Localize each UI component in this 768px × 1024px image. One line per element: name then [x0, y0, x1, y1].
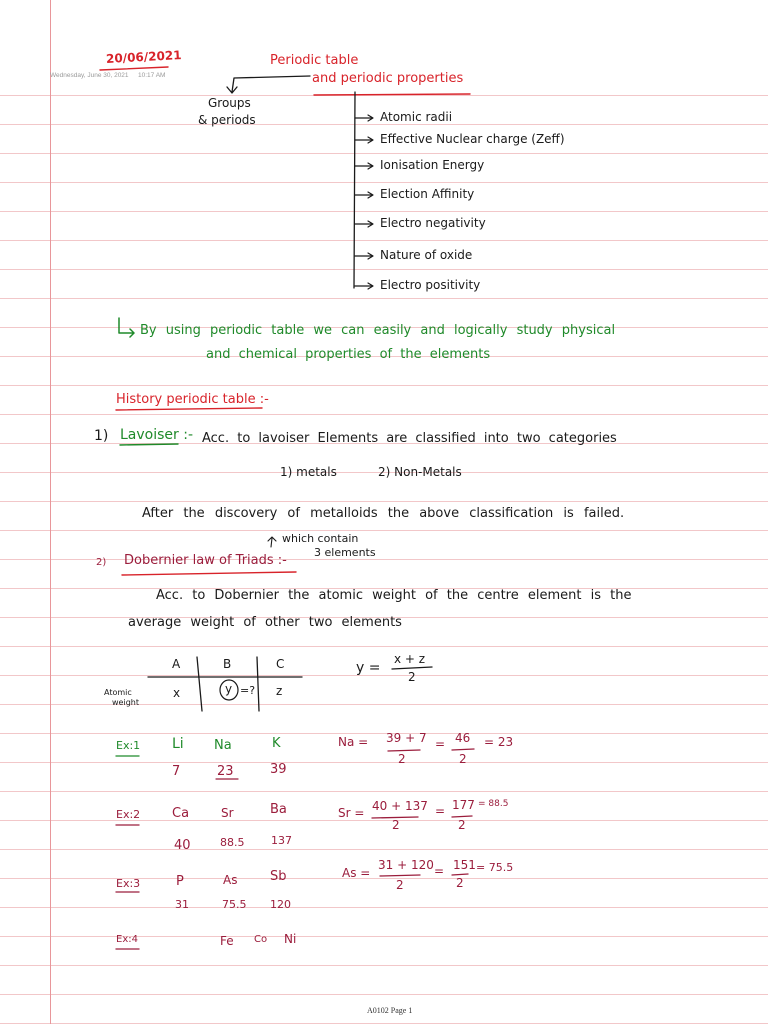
formula-denominator: 2: [408, 670, 416, 684]
atomic-weight: 137: [271, 834, 292, 847]
element-symbol: Sr: [221, 806, 234, 820]
calc-symbol: Sr =: [338, 806, 365, 820]
atomic-weight: 120: [270, 898, 291, 911]
example-label: Ex:2: [116, 808, 141, 821]
calc-equals: =: [435, 737, 446, 751]
element-symbol: Co: [254, 934, 268, 945]
element-symbol: P: [176, 874, 184, 889]
intro-line-2: and chemical properties of the elements: [206, 347, 491, 362]
atomic-weight: 88.5: [220, 836, 245, 849]
ex3-bar-2: [452, 874, 468, 875]
property-item: Ionisation Energy: [380, 158, 485, 172]
calc-denominator: 2: [398, 752, 406, 766]
history-underline: [116, 408, 262, 410]
row-label: Atomic: [104, 688, 132, 697]
calc-equals: =: [435, 804, 446, 818]
element-symbol: Ni: [284, 932, 297, 946]
date: 20/06/2021: [105, 48, 182, 66]
calc-denominator: 2: [459, 752, 467, 766]
contain-note-1: which contain: [282, 532, 359, 545]
calc-numerator: 39 + 7: [386, 731, 427, 745]
triad-table-vline-2: [257, 657, 259, 711]
lavoisier-underline: [120, 444, 178, 445]
table-header: A: [172, 657, 181, 671]
atomic-weight: 23: [217, 764, 234, 779]
example-label: Ex:1: [116, 739, 141, 752]
property-item: Atomic radii: [380, 110, 453, 124]
calc-result: = 75.5: [476, 861, 514, 874]
contain-note-arrow: [268, 537, 276, 547]
atomic-weight: 39: [270, 762, 287, 777]
triad-table-vline-1: [197, 657, 202, 711]
contain-note-2: 3 elements: [314, 546, 376, 559]
table-cell: y: [225, 682, 233, 696]
intro-line-1: By using periodic table we can easily and logically study physical: [140, 323, 616, 338]
element-symbol: Sb: [270, 869, 287, 884]
property-item: Electro positivity: [380, 278, 481, 292]
element-symbol: Na: [214, 738, 232, 753]
calc-equals: =: [434, 864, 445, 878]
groups-arrow: [232, 76, 310, 92]
dobereiner-heading: Dobernier law of Triads :-: [124, 553, 287, 568]
element-symbol: Ca: [172, 806, 190, 821]
lavoisier-heading: Lavoiser :-: [120, 427, 194, 443]
page-footer: A0102 Page 1: [367, 1006, 413, 1015]
row-label: weight: [112, 698, 139, 707]
ex1-bar-1: [388, 750, 420, 751]
calc-denominator: 2: [392, 818, 400, 832]
calc-numerator: 151: [453, 858, 476, 872]
time-line: 10:17 AM: [138, 72, 166, 79]
calc-result: = 23: [484, 735, 514, 749]
intro-hook-arrow: [119, 318, 134, 337]
ex2-bar-2: [452, 816, 472, 817]
calc-denominator: 2: [458, 818, 466, 832]
element-symbol: As: [223, 873, 238, 887]
element-symbol: Fe: [220, 934, 234, 948]
table-header: C: [276, 657, 285, 671]
section-number: 2): [96, 557, 107, 568]
calc-result: = 88.5: [478, 799, 509, 809]
atomic-weight: 7: [172, 764, 181, 779]
table-header: B: [223, 657, 232, 671]
element-symbol: Li: [172, 736, 184, 752]
property-item: Effective Nuclear charge (Zeff): [380, 132, 565, 146]
date-underline: [100, 67, 168, 70]
calc-symbol: As =: [342, 866, 371, 880]
category-nonmetals: 2) Non-Metals: [378, 465, 462, 479]
dobereiner-underline: [122, 572, 296, 575]
calc-numerator: 40 + 137: [372, 799, 428, 813]
category-metals: 1) metals: [280, 465, 337, 479]
history-heading: History periodic table :-: [116, 392, 269, 407]
dobereiner-text-1: Acc. to Dobernier the atomic weight of the centre element is the: [156, 588, 632, 603]
atomic-weight: 75.5: [222, 898, 247, 911]
calc-denominator: 2: [456, 876, 464, 890]
periods-label: & periods: [198, 113, 256, 127]
formula-lhs: y =: [356, 660, 381, 676]
ex3-bar-1: [380, 875, 420, 876]
ex1-bar-2: [452, 749, 474, 750]
title-line-2: and periodic properties: [312, 71, 464, 86]
table-cell: x: [173, 686, 181, 700]
date-line: Wednesday, June 30, 2021: [50, 72, 129, 79]
example-label: Ex:4: [116, 934, 138, 945]
calc-symbol: Na =: [338, 735, 369, 749]
calc-numerator: 177: [452, 798, 475, 812]
lavoisier-conclusion: After the discovery of metalloids the above classification is failed.: [142, 506, 625, 521]
property-item: Electro negativity: [380, 216, 486, 230]
example-label: Ex:3: [116, 877, 141, 890]
dobereiner-text-2: average weight of other two elements: [128, 615, 402, 630]
title-line-1: Periodic table: [270, 53, 359, 68]
properties-bracket: [354, 92, 355, 288]
property-item: Nature of oxide: [380, 248, 473, 262]
atomic-weight: 40: [174, 838, 191, 853]
calc-denominator: 2: [396, 878, 404, 892]
groups-label: Groups: [208, 96, 251, 110]
title-underline: [314, 94, 470, 95]
formula-numerator: x + z: [394, 652, 426, 666]
atomic-weight: 31: [175, 898, 189, 911]
element-symbol: Ba: [270, 802, 287, 817]
calc-numerator: 31 + 120: [378, 858, 434, 872]
formula-bar: [392, 667, 432, 669]
calc-numerator: 46: [455, 731, 471, 745]
table-cell: =?: [240, 684, 256, 697]
element-symbol: K: [272, 736, 281, 751]
table-cell: z: [276, 684, 283, 698]
property-item: Election Affinity: [380, 187, 475, 201]
lavoisier-text: Acc. to lavoiser Elements are classified into two categories: [202, 431, 617, 446]
section-number: 1): [94, 428, 109, 444]
